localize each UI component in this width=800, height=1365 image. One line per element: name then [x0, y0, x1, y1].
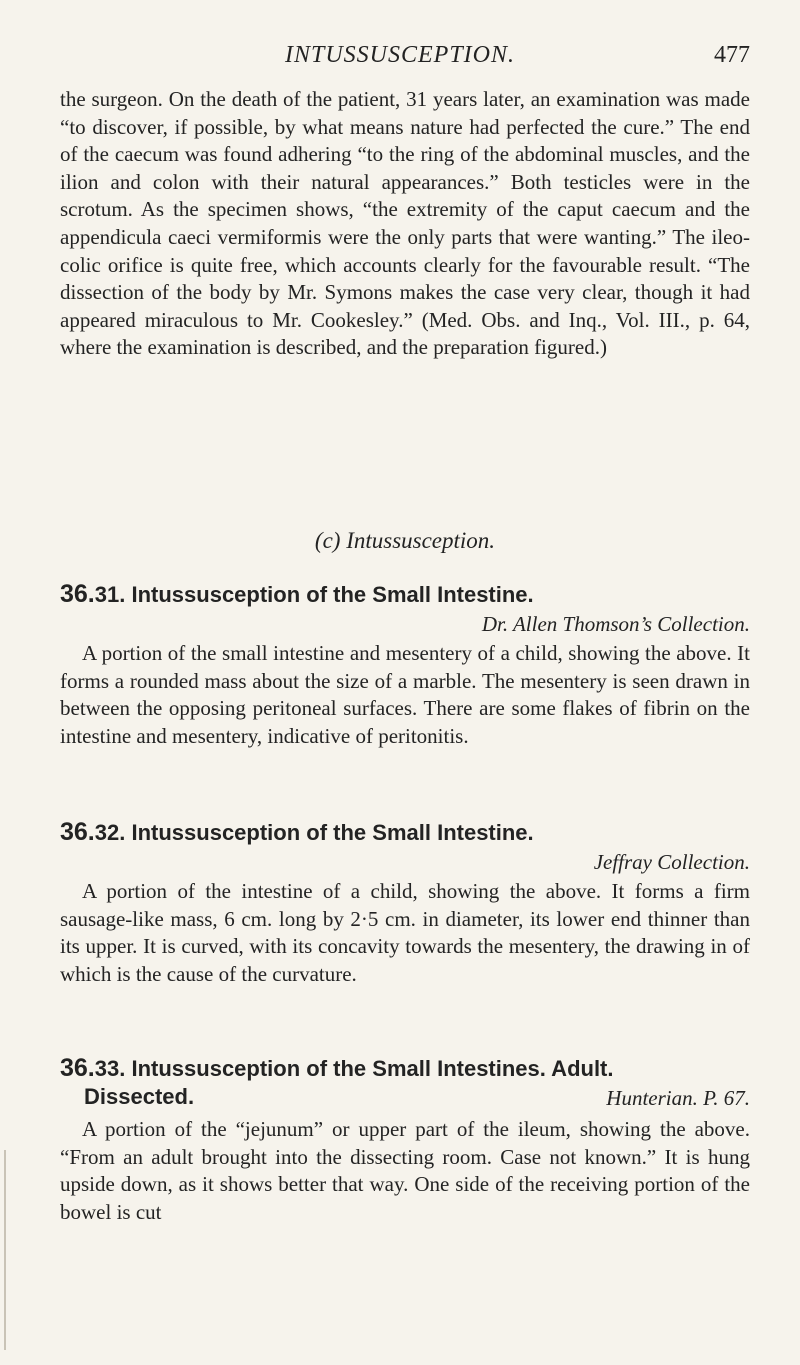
entry-collection: Dr. Allen Thomson’s Collection. [481, 612, 750, 636]
page-number: 477 [714, 42, 750, 68]
entry-heading-36-31 [60, 580, 750, 609]
running-title: INTUSSUSCEPTION. [284, 42, 516, 68]
entry-number: 36. [60, 1054, 95, 1082]
continued-paragraph [60, 86, 750, 362]
entry-heading-36-32 [60, 818, 750, 847]
entry-sub-number: 32. [94, 820, 126, 845]
entry-heading-36-33 [60, 1054, 750, 1112]
entry-body-text: A portion of the intestine of a child, showing the above. It forms a firm sausage-like mass, 6 cm. long by 2·5 cm. in diameter, its lower end thinner than its upper. It is curved, with its concavity towards the mesentery, the drawing in of which is the cause of the curvature. [60, 879, 750, 986]
entry-title: Intussusception of the Small Intestines. Adult. [131, 1056, 614, 1081]
entry-body-36-32 [60, 878, 750, 988]
entry-body-36-33 [60, 1116, 750, 1226]
entry-body-36-31 [60, 640, 750, 750]
entry-collection: Jeffray Collection. [593, 850, 750, 874]
running-head [0, 42, 800, 72]
section-heading: (c) Intussusception. [314, 528, 496, 553]
entry-collection: Hunterian. P. 67. [606, 1086, 750, 1110]
page-edge-shadow [4, 1150, 6, 1350]
entry-title: Intussusception of the Small Intestine. [131, 582, 534, 607]
entry-body-text: A portion of the “jejunum” or upper part of the ileum, showing the above. “From an adult brought into the dissecting room. Case not known.” It is hung upside down, as it shows better that way. One side of the receiving portion of the bowel is cut [60, 1117, 750, 1224]
paragraph-text: the surgeon. On the death of the patient, 31 years later, an examination was made “to discover, if possible, by what means nature had perfected the cure.” The end of the caecum was found adhering “to the ring of the abdominal muscles, and the ilion and colon with their natural appearances.” Both testicles were in the scrotum. As the specimen shows, “the extremity of the caput caecum and the appendicula caeci vermiformis were the only parts that were wanting.” The ileo-colic orifice is quite free, which accounts clearly for the favourable result. “The dissection of the body by Mr. Symons makes the case very clear, though it had appeared miraculous to Mr. Cookesley.” (Med. Obs. and Inq., Vol. III., p. 64, where the examination is described, and the preparation figured.) [60, 87, 750, 360]
entry-title-continued: Dissected. [84, 1084, 195, 1109]
entry-sub-number: 31. [94, 582, 126, 607]
entry-body-text: A portion of the small intestine and mesentery of a child, showing the above. It forms a rounded mass about the size of a marble. The mesentery is seen drawn in between the opposing peritoneal surfaces. There are some flakes of fibrin on the intestine and mesentery, indicative of peritonitis. [60, 641, 750, 748]
entry-title: Intussusception of the Small Intestine. [131, 820, 534, 845]
entry-sub-number: 33. [94, 1056, 126, 1081]
entry-number: 36. [60, 818, 95, 846]
entry-number: 36. [60, 580, 95, 608]
